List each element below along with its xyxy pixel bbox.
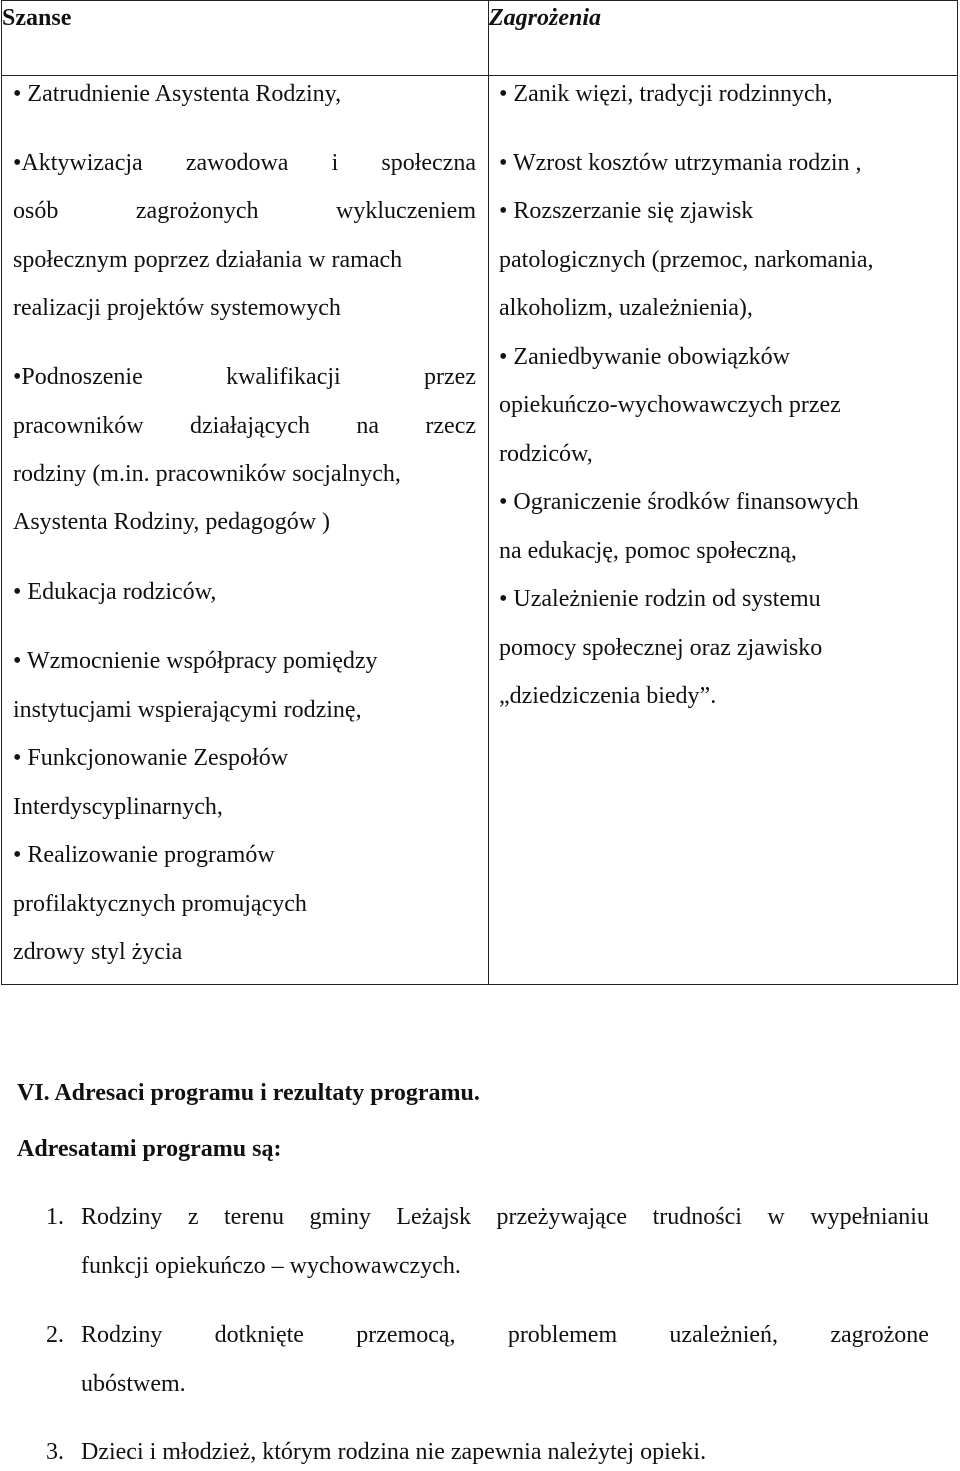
text-line: patologicznych (przemoc, narkomania, — [499, 247, 874, 273]
text-line: • Zaniedbywanie obowiązków — [499, 344, 790, 370]
word: przez — [424, 364, 476, 390]
text-line: rodziców, — [499, 441, 593, 467]
word: i — [331, 150, 339, 176]
text-line — [81, 1321, 929, 1349]
word: trudności — [652, 1204, 742, 1230]
section-heading: VI. Adresaci programu i rezultaty programu. — [17, 1080, 480, 1106]
word: społeczna — [381, 150, 476, 176]
text-line — [13, 412, 476, 440]
text-line — [13, 246, 476, 274]
word: kwalifikacji — [226, 364, 341, 390]
list-number: 3. — [46, 1439, 64, 1465]
swot-table — [1, 0, 958, 985]
word: wypełnianiu — [810, 1204, 929, 1230]
word: zagrożone — [830, 1322, 929, 1348]
text-line: profilaktycznych promujących — [13, 891, 307, 917]
word: w — [767, 1204, 785, 1230]
text-line: Dzieci i młodzież, którym rodzina nie zapewnia należytej opieki. — [81, 1439, 707, 1465]
text-line — [13, 197, 476, 225]
text-line — [13, 363, 476, 391]
word: Leżajsk — [396, 1204, 471, 1230]
header-szanse: Szanse — [2, 1, 489, 76]
text-line: • Uzależnienie rodzin od systemu — [499, 586, 821, 612]
text-line: alkoholizm, uzależnienia), — [499, 295, 753, 321]
text-line: pomocy społecznej oraz zjawisko — [499, 635, 823, 661]
list-number: 1. — [46, 1204, 64, 1230]
word: przemocą, — [356, 1322, 456, 1348]
text-line: „dziedziczenia biedy”. — [499, 683, 717, 709]
word: społecznym poprzez działania w ramach — [13, 247, 403, 273]
word: działających — [190, 413, 310, 439]
text-line: ubóstwem. — [81, 1371, 186, 1397]
text-line: Asystenta Rodziny, pedagogów ) — [13, 509, 331, 535]
text-line: instytucjami wspierającymi rodzinę, — [13, 697, 362, 723]
word: terenu — [224, 1204, 284, 1230]
szanse-cell — [2, 76, 489, 985]
list-number: 2. — [46, 1322, 64, 1348]
text-line: opiekuńczo-wychowawczych przez — [499, 392, 841, 418]
word: przeżywające — [496, 1204, 628, 1230]
word: zawodowa — [185, 150, 289, 176]
header-zagrozenia: Zagrożenia — [489, 1, 958, 76]
word: problemem — [507, 1322, 618, 1348]
word: na — [356, 413, 379, 439]
text-line: realizacji projektów systemowych — [13, 295, 341, 321]
text-line: na edukację, pomoc społeczną, — [499, 538, 797, 564]
text-line: • Wzmocnienie współpracy pomiędzy — [13, 648, 378, 674]
text-line: • Rozszerzanie się zjawisk — [499, 198, 754, 224]
text-line: • Wzrost kosztów utrzymania rodzin , — [499, 150, 862, 176]
text-line: zdrowy styl życia — [13, 939, 183, 965]
word: •Aktywizacja — [13, 150, 143, 176]
text-line: • Realizowanie programów — [13, 842, 275, 868]
word: Rodziny — [81, 1204, 163, 1230]
text-line: Interdyscyplinarnych, — [13, 794, 223, 820]
text-line: • Ograniczenie środków finansowych — [499, 489, 859, 515]
text-line: rodziny (m.in. pracowników socjalnych, — [13, 461, 401, 487]
word: wykluczeniem — [336, 198, 476, 224]
word: osób — [13, 198, 59, 224]
word: z — [187, 1204, 199, 1230]
zagrozenia-cell — [489, 76, 958, 985]
text-line: funkcji opiekuńczo – wychowawczych. — [81, 1253, 461, 1279]
section-subheading: Adresatami programu są: — [17, 1136, 282, 1162]
text-line: • Funkcjonowanie Zespołów — [13, 745, 289, 771]
word: gminy — [309, 1204, 371, 1230]
word: dotknięte — [214, 1322, 304, 1348]
word: zagrożonych — [135, 198, 259, 224]
text-line: • Edukacja rodziców, — [13, 579, 217, 605]
text-line: • Zatrudnienie Asystenta Rodziny, — [13, 81, 342, 107]
word: uzależnień, — [669, 1322, 779, 1348]
word: •Podnoszenie — [13, 364, 143, 390]
text-line: • Zanik więzi, tradycji rodzinnych, — [499, 81, 833, 107]
word: pracowników — [13, 413, 144, 439]
word: Rodziny — [81, 1322, 163, 1348]
text-line — [13, 149, 476, 177]
word: rzecz — [425, 413, 476, 439]
text-line — [81, 1203, 929, 1231]
